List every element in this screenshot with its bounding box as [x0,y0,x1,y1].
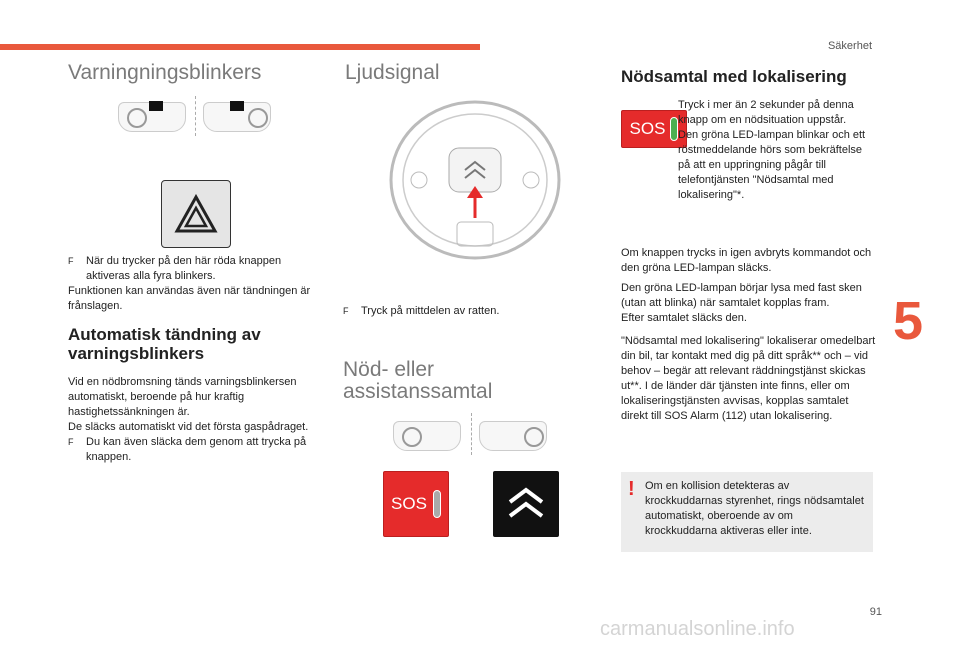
service-description: "Nödsamtal med lokalisering" lokaliserar omedelbart din bil, tar kontakt med dig på ditt språk** och – vid behov – begär att relevant räddningstjänst skickas ut**. I de länder där tjänsten inte finns, eller om lokaliseringstjänsten avvisas, kopplas samtalet direkt till SOS Alarm (112) utan lokalisering. [621,335,876,422]
horn-bullet: F Tryck på mittdelen av ratten. [343,305,500,318]
hazard-indicator-icon [149,101,163,111]
horn-section [343,62,593,543]
warning-text: Om en kollision detekteras av krockkuddarnas styrenhet, rings nödsamtalet automatiskt, oberoende av om krockkuddarna aktiveras eller inte. [645,480,864,537]
localized-call-section [621,62,876,422]
page-number: 91 [869,606,882,618]
auto-hazard-off: De släcks automatiskt vid det första gaspådraget. [68,421,309,434]
hazard-title: Varningningsblinkers [68,61,262,84]
emergency-title: Nöd- eller assistanssamtal [343,358,493,404]
dash-right-card [479,421,547,451]
auto-hazard-text: Vid en nödbromsning tänds varningsblinkersen automatiskt, beroende på hur kraftig hastighetssänkningen är. [68,376,297,419]
steering-wheel-icon [402,427,422,447]
cancel-text: Om knappen trycks in igen avbryts kommandot och den gröna LED-lampan släcks. [621,247,872,274]
assistance-button [493,471,559,537]
steering-wheel-icon [127,108,147,128]
sos-instruction: Tryck i mer än 2 sekunder på denna knapp om en nödsituation uppstår. Den gröna LED-lampan blinkar och ett röstmeddelande hörs som bekräftelse på att en uppringning pågår till telefontjänsten "Nödsamtal med lokalisering"*. [678,99,866,201]
chapter-number: 5 [893,291,924,351]
accent-bar [0,44,480,50]
dash-left-card [118,102,186,132]
sos-button: SOS [621,110,687,148]
horn-illustration [343,100,593,272]
hazard-bullet: F När du trycker på den här röda knappen aktiveras alla fyra blinkers. [68,255,282,283]
sos-button: SOS [383,471,449,537]
hazard-button [161,180,231,248]
hazard-note: Funktionen kan användas även när tändningen är frånslagen. [68,285,311,313]
bullet-icon: F [68,256,74,267]
dash-left-card [393,421,461,451]
chevron-logo-icon [506,486,546,522]
watermark: carmanualsonline.info [600,618,795,640]
auto-hazard-title: Automatisk tändning av varningsblinkers [68,325,261,363]
led-icon [433,490,441,518]
hazard-triangle-icon [174,194,218,234]
steering-wheel-icon [385,100,565,270]
localized-call-title: Nödsamtal med lokalisering [621,67,847,86]
separator [195,96,196,136]
section-label: Säkerhet [827,40,872,52]
bullet-icon: F [68,437,74,448]
warning-icon: ! [628,478,635,500]
warning-box [621,472,873,552]
steering-wheel-icon [248,108,268,128]
emergency-illustration [343,413,593,543]
separator [471,413,472,455]
dash-right-card [203,102,271,132]
bullet-icon: F [343,306,349,317]
hazard-illustration [68,96,323,254]
steering-wheel-icon [524,427,544,447]
hazard-section [68,62,323,465]
hazard-indicator-icon [230,101,244,111]
led-solid-text: Den gröna LED-lampan börjar lysa med fast sken (utan att blinka) när samtalet kopplas fram. Efter samtalet släcks den. [621,282,862,324]
horn-title: Ljudsignal [345,61,440,84]
hazard-bullet-2: F Du kan även släcka dem genom att trycka på knappen. [68,436,307,464]
